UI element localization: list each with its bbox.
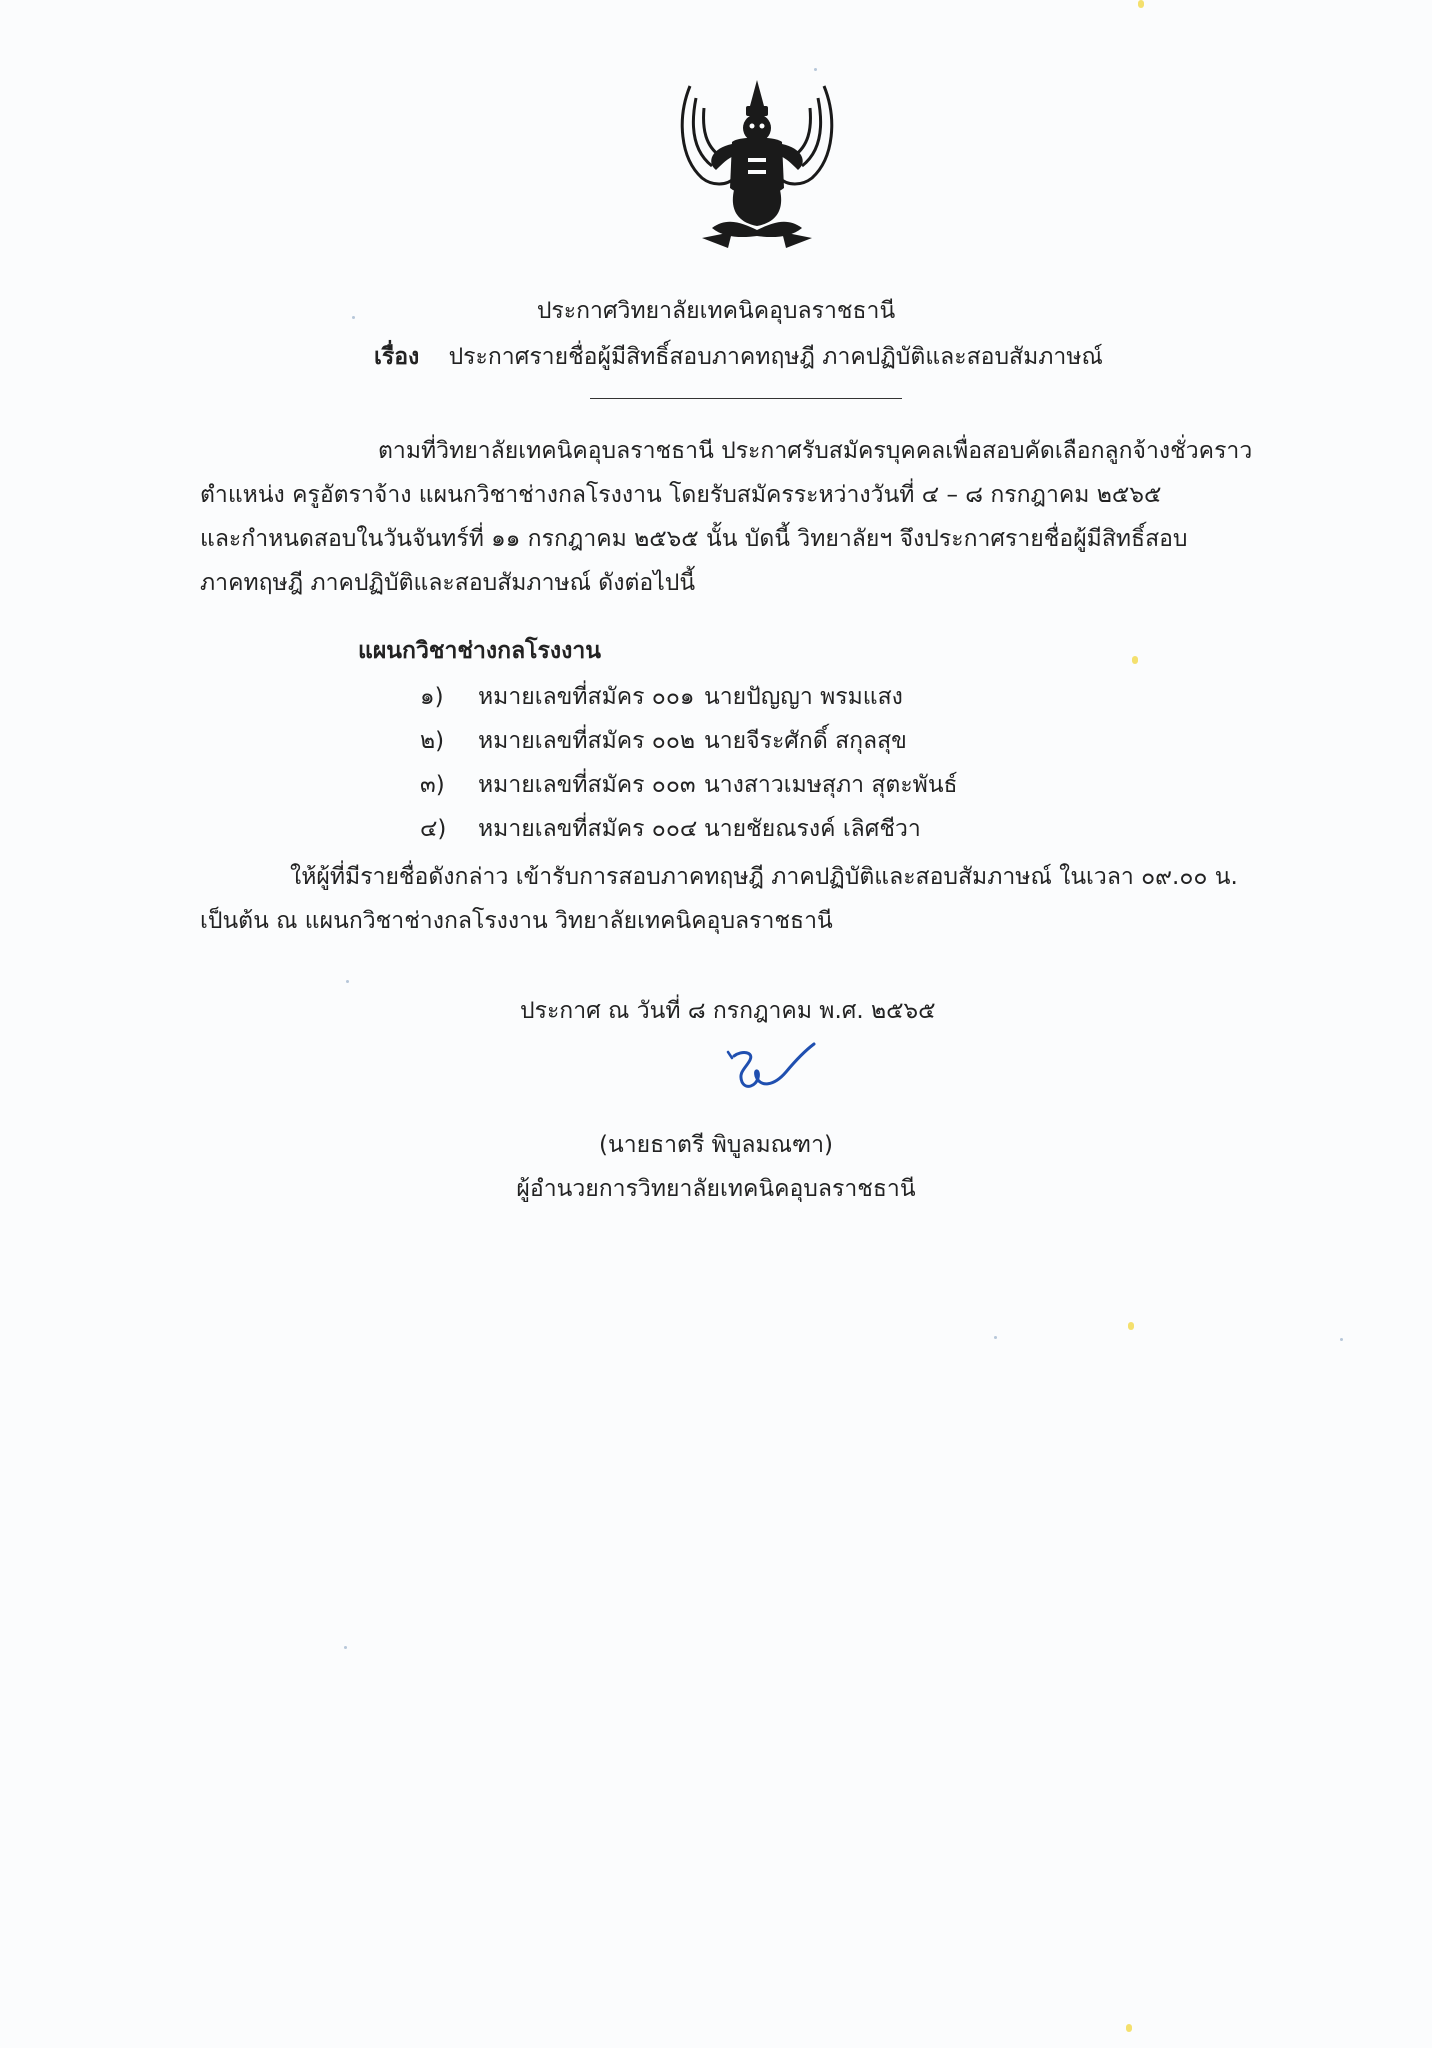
scan-speck	[1126, 2024, 1132, 2032]
scan-dot	[1340, 1338, 1343, 1341]
paragraph-2-line-1: ให้ผู้ที่มีรายชื่อดังกล่าว เข้ารับการสอบภาคทฤษฎี ภาคปฏิบัติและสอบสัมภาษณ์ ในเวลา ๐๙.๐๐ น.	[290, 864, 1238, 890]
scan-dot	[814, 68, 817, 71]
signer-title: ผู้อำนวยการวิทยาลัยเทคนิคอุบลราชธานี	[516, 1176, 916, 1202]
divider-rule	[590, 398, 902, 399]
item-registration: หมายเลขที่สมัคร ๐๐๓	[478, 772, 696, 798]
scan-speck	[1132, 656, 1138, 664]
item-number: ๓)	[420, 772, 445, 798]
paragraph-1-line-3: และกำหนดสอบในวันจันทร์ที่ ๑๑ กรกฎาคม ๒๕๖๕ นั้น บัดนี้ วิทยาลัยฯ จึงประกาศรายชื่อผู้มีสิทธิ์สอบ	[200, 526, 1188, 552]
announcement-title: ประกาศวิทยาลัยเทคนิคอุบลราชธานี	[536, 298, 896, 324]
item-registration: หมายเลขที่สมัคร ๐๐๔	[478, 816, 698, 842]
announcement-date: ประกาศ ณ วันที่ ๘ กรกฎาคม พ.ศ. ๒๕๖๕	[520, 998, 936, 1024]
item-name: นายจีระศักดิ์ สกุลสุข	[704, 728, 907, 754]
item-name: นายปัญญา พรมแสง	[704, 684, 903, 710]
garuda-emblem-icon	[672, 78, 842, 256]
subject-line	[374, 342, 1103, 372]
department-heading: แผนกวิชาช่างกลโรงงาน	[358, 638, 601, 664]
item-name: นางสาวเมษสุภา สุตะพันธ์	[704, 772, 958, 798]
scan-dot	[994, 1336, 997, 1339]
subject-text: ประกาศรายชื่อผู้มีสิทธิ์สอบภาคทฤษฎี ภาคปฏิบัติและสอบสัมภาษณ์	[448, 344, 1103, 370]
scan-speck	[1128, 1322, 1134, 1330]
scan-dot	[352, 316, 355, 319]
signer-name: (นายธาตรี พิบูลมณฑา)	[599, 1132, 833, 1158]
scan-speck	[1138, 0, 1144, 8]
item-number: ๔)	[420, 816, 447, 842]
subject-label: เรื่อง	[374, 344, 420, 370]
scan-dot	[344, 1646, 347, 1649]
scan-dot	[346, 980, 349, 983]
list-item	[420, 726, 907, 756]
list-item	[420, 682, 903, 712]
paragraph-1-line-1: ตามที่วิทยาลัยเทคนิคอุบลราชธานี ประกาศรับสมัครบุคคลเพื่อสอบคัดเลือกลูกจ้างชั่วคราว	[378, 438, 1253, 464]
item-number: ๒)	[420, 728, 445, 754]
signature-icon	[720, 1038, 820, 1100]
item-registration: หมายเลขที่สมัคร ๐๐๑	[478, 684, 695, 710]
item-registration: หมายเลขที่สมัคร ๐๐๒	[478, 728, 696, 754]
paragraph-2-line-2: เป็นต้น ณ แผนกวิชาช่างกลโรงงาน วิทยาลัยเทคนิคอุบลราชธานี	[200, 908, 833, 934]
item-name: นายชัยณรงค์ เลิศชีวา	[704, 816, 921, 842]
paragraph-1-line-4: ภาคทฤษฎี ภาคปฏิบัติและสอบสัมภาษณ์ ดังต่อไปนี้	[200, 570, 696, 596]
item-number: ๑)	[420, 684, 444, 710]
list-item	[420, 770, 958, 800]
list-item	[420, 814, 921, 844]
paragraph-1-line-2: ตำแหน่ง ครูอัตราจ้าง แผนกวิชาช่างกลโรงงาน โดยรับสมัครระหว่างวันที่ ๔ – ๘ กรกฎาคม ๒๕๖๕	[200, 482, 1162, 508]
